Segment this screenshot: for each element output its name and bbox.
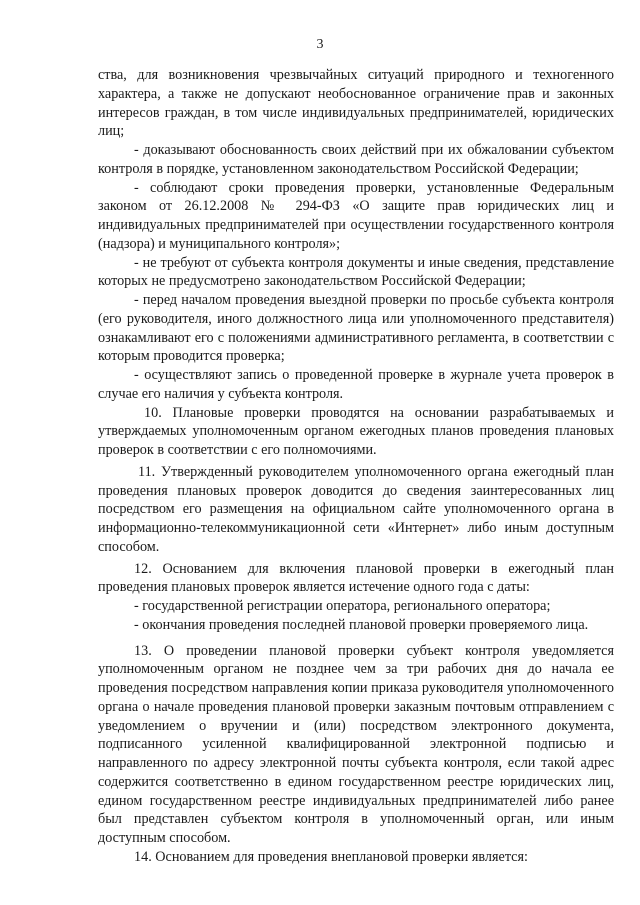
paragraph-continuation: ства, для возникновения чрезвычайных ситуаций природного и техногенного характера, а также не допускают необоснованное ограничение прав и законных интересов граждан, в том числе индивидуальных предпринимателей, юридических лиц; bbox=[98, 67, 614, 140]
paragraph-bullet-regulation: - перед началом проведения выездной проверки по просьбе субъекта контроля (его руководителя, иного должностного лица или уполномоченного представителя) ознакамливают его с положениями административного регламента, в соответствии с которым проводится проверка; bbox=[98, 292, 614, 365]
paragraph-14: 14. Основанием для проведения внеплановой проверки является: bbox=[134, 848, 528, 865]
document-body bbox=[98, 66, 614, 867]
paragraph-13: 13. О проведении плановой проверки субъект контроля уведомляется уполномоченным органом не позднее чем за три рабочих дня до начала ее проведения посредством направления копии приказа руководителя уполномоченного органа о начале проведения плановой проверки заказным почтовым отправлением с уведомлением о вручении и (или) посредством электронного документа, подписанного усиленной квалифицированной электронной подписью и направленного по адресу электронной почты субъекта контроля, если такой адрес содержится соответственно в едином государственном реестре юридических лиц, едином государственном реестре индивидуальных предпринимателей либо ранее был представлен субъектом контроля в уполномоченный орган, или иным доступным способом. bbox=[98, 642, 614, 846]
paragraph-bullet-registration: - государственной регистрации оператора, регионального оператора; bbox=[134, 598, 551, 614]
paragraph-10: 10. Плановые проверки проводятся на основании разрабатываемых и утверждаемых уполномоченным органом ежегодных планов проведения плановых проверок в соответствии с его полномочиями. bbox=[98, 404, 614, 458]
paragraph-bullet-documents: - не требуют от субъекта контроля документы и иные сведения, представление которых не предусмотрено законодательством Российской Федерации; bbox=[98, 254, 614, 290]
paragraph-bullet-journal: - осуществляют запись о проведенной проверке в журнале учета проверок в случае его наличия у субъекта контроля. bbox=[98, 367, 614, 402]
page-number: 3 bbox=[316, 37, 324, 52]
paragraph-bullet-deadlines: - соблюдают сроки проведения проверки, установленные Федеральным законом от 26.12.2008 № 294-ФЗ «О защите прав юридических лиц и индивидуальных предпринимателей при осуществлении государственного контроля (надзора) и муниципального контроля»; bbox=[98, 179, 614, 252]
paragraph-11: 11. Утвержденный руководителем уполномоченного органа ежегодный план проведения плановых проверок доводится до сведения заинтересованных лиц посредством его размещения на официальном сайте уполномоченного органа в информационно-телекоммуникационной сети «Интернет» либо иным доступным способом. bbox=[98, 463, 614, 555]
paragraph-bullet-justify: - доказывают обоснованность своих действий при их обжаловании субъектом контроля в порядке, установленном законодательством Российской Федерации; bbox=[98, 142, 614, 177]
paragraph-bullet-last-inspection: - окончания проведения последней плановой проверки проверяемого лица. bbox=[134, 616, 589, 633]
paragraph-12: 12. Основанием для включения плановой проверки в ежегодный план проведения плановых проверок является истечение одного года с даты: bbox=[98, 560, 614, 596]
